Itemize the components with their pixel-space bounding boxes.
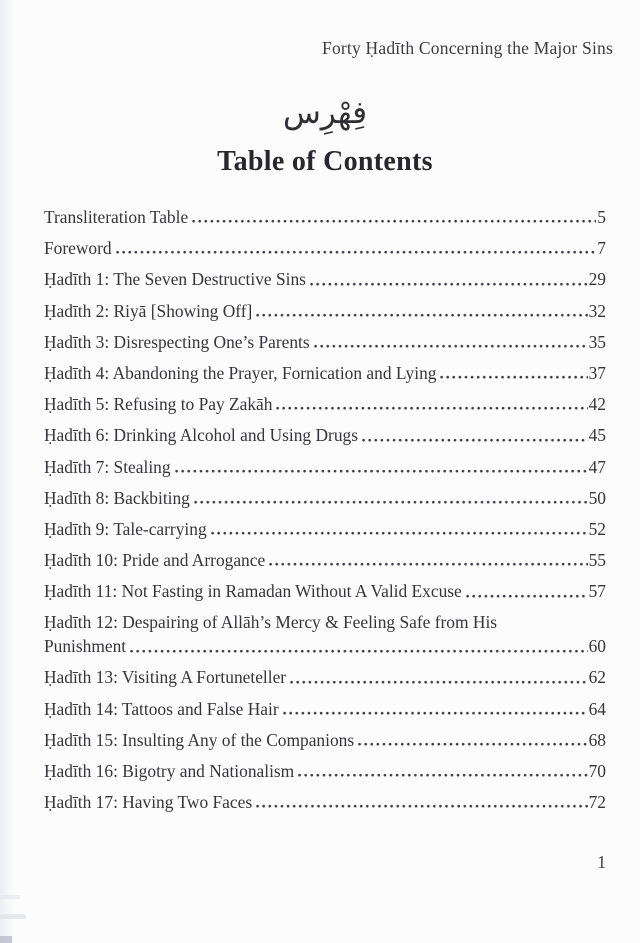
toc-entry-line	[44, 302, 606, 321]
toc-entry-line	[44, 551, 606, 570]
toc-leader-dots	[276, 406, 587, 411]
toc-entry-page-number: 32	[588, 300, 606, 321]
toc-entry-line	[44, 333, 606, 352]
toc-entry-title: Ḥadīth 14: Tattoos and False Hair	[44, 698, 279, 719]
toc-entry-title: Ḥadīth 10: Pride and Arrogance	[44, 550, 266, 571]
toc-entry-line	[44, 239, 606, 258]
toc-entry-page-number: 42	[588, 394, 606, 415]
toc-entry	[44, 582, 606, 601]
toc-leader-dots	[290, 680, 588, 685]
toc-leader-dots	[314, 344, 588, 349]
toc-entry	[44, 239, 606, 258]
toc-entry-line	[44, 395, 606, 414]
toc-entry	[44, 208, 606, 227]
toc-entry-title: Ḥadīth 5: Refusing to Pay Zakāh	[44, 394, 273, 415]
toc-entry-title-first-line: Ḥadīth 12: Despairing of Allāh’s Mercy & Feeling Safe from His	[44, 612, 498, 633]
scan-left-edge-shadow	[0, 0, 16, 943]
toc-leader-dots	[130, 649, 587, 654]
toc-leader-dots	[116, 250, 597, 255]
scan-edge-streak	[0, 914, 26, 919]
toc-entry-page-number: 45	[588, 425, 606, 446]
toc-leader-dots	[358, 742, 587, 747]
toc-leader-dots	[440, 375, 587, 380]
toc-leader-dots	[269, 562, 587, 567]
toc-entry-page-number: 5	[597, 207, 606, 227]
toc-entry-line	[44, 426, 606, 445]
toc-leader-dots	[362, 438, 588, 443]
toc-entry-page-number: 55	[588, 550, 606, 571]
toc-entry-line	[44, 668, 606, 687]
toc-entry	[44, 395, 606, 414]
toc-leader-dots	[466, 594, 588, 599]
toc-entry	[44, 793, 606, 812]
toc-entry-page-number: 35	[588, 331, 606, 352]
toc-entry-title: Transliteration Table	[44, 207, 189, 227]
toc-entry	[44, 489, 606, 508]
toc-entry-page-number: 7	[597, 238, 606, 259]
toc-entry-line	[44, 270, 606, 289]
toc-entry-title: Punishment	[44, 636, 127, 657]
toc-leader-dots	[310, 282, 588, 287]
toc-entry-page-number: 62	[588, 667, 606, 688]
toc-entry-title: Ḥadīth 1: The Seven Destructive Sins	[44, 269, 306, 290]
toc-entry-page-number: 57	[588, 581, 606, 602]
toc-leader-dots	[298, 773, 587, 778]
toc-entry-page-number: 60	[588, 636, 606, 657]
toc-entry-title: Ḥadīth 11: Not Fasting in Ramadan Without A Valid Excuse	[44, 581, 462, 602]
toc-entry-line	[44, 364, 606, 383]
toc-entry-line	[44, 458, 606, 477]
toc-entry	[44, 668, 606, 687]
toc-entry-page-number: 37	[588, 362, 606, 383]
toc-entry-title: Ḥadīth 4: Abandoning the Prayer, Fornication and Lying	[44, 362, 437, 383]
scan-corner-mark	[0, 936, 12, 943]
toc-entry	[44, 458, 606, 477]
toc-entry-page-number: 72	[588, 792, 606, 813]
toc-leader-dots	[256, 804, 588, 809]
toc-entry-title: Ḥadīth 2: Riyā [Showing Off]	[44, 300, 253, 321]
page-content-column	[44, 0, 606, 943]
toc-entry-title: Ḥadīth 6: Drinking Alcohol and Using Drugs	[44, 425, 358, 446]
toc-entry	[44, 333, 606, 352]
toc-entry-title: Ḥadīth 16: Bigotry and Nationalism	[44, 760, 295, 781]
toc-entry-title: Ḥadīth 8: Backbiting	[44, 487, 190, 508]
table-of-contents-list	[44, 208, 606, 824]
toc-entry-title: Ḥadīth 3: Disrespecting One’s Parents	[44, 331, 310, 352]
toc-entry-title: Foreword	[44, 238, 112, 259]
toc-entry-title: Ḥadīth 15: Insulting Any of the Companions	[44, 729, 355, 750]
toc-entry-line	[44, 208, 606, 227]
toc-entry-page-number: 52	[588, 518, 606, 539]
toc-entry-page-number: 64	[588, 698, 606, 719]
toc-leader-dots	[283, 711, 588, 716]
toc-entry	[44, 426, 606, 445]
toc-entry	[44, 551, 606, 570]
toc-entry-line	[44, 731, 606, 750]
toc-entry-page-number: 29	[588, 269, 606, 290]
toc-entry-line	[44, 489, 606, 508]
toc-leader-dots	[211, 531, 588, 536]
toc-entry-line	[44, 700, 606, 719]
toc-entry-line	[44, 762, 606, 781]
toc-entry	[44, 700, 606, 719]
toc-entry-title: Ḥadīth 13: Visiting A Fortuneteller	[44, 667, 287, 688]
scan-edge-streak	[0, 895, 20, 899]
toc-entry-title: Ḥadīth 17: Having Two Faces	[44, 792, 253, 813]
toc-entry-page-number: 50	[588, 487, 606, 508]
arabic-calligraphy-fihris: فِهْرِس	[282, 95, 368, 131]
toc-entry	[44, 364, 606, 383]
running-header-title: Forty Ḥadīth Concerning the Major Sins	[322, 38, 613, 58]
toc-entry	[44, 613, 606, 656]
toc-entry	[44, 762, 606, 781]
toc-entry-line	[44, 637, 606, 656]
toc-entry-page-number: 47	[588, 456, 606, 477]
toc-entry-title: Ḥadīth 7: Stealing	[44, 456, 171, 477]
toc-leader-dots	[192, 219, 596, 224]
toc-entry	[44, 731, 606, 750]
page-title: Table of Contents	[217, 146, 433, 177]
toc-entry	[44, 520, 606, 539]
toc-entry-page-number: 70	[588, 760, 606, 781]
toc-entry-line	[44, 520, 606, 539]
toc-leader-dots	[175, 469, 588, 474]
toc-leader-dots	[256, 313, 587, 318]
toc-entry-page-number: 68	[588, 729, 606, 750]
toc-entry	[44, 270, 606, 289]
toc-entry-title: Ḥadīth 9: Tale-carrying	[44, 518, 207, 539]
toc-entry	[44, 302, 606, 321]
toc-entry-line	[44, 582, 606, 601]
folio-page-number: 1	[597, 852, 606, 872]
toc-entry-line	[44, 793, 606, 812]
toc-leader-dots	[194, 500, 588, 505]
